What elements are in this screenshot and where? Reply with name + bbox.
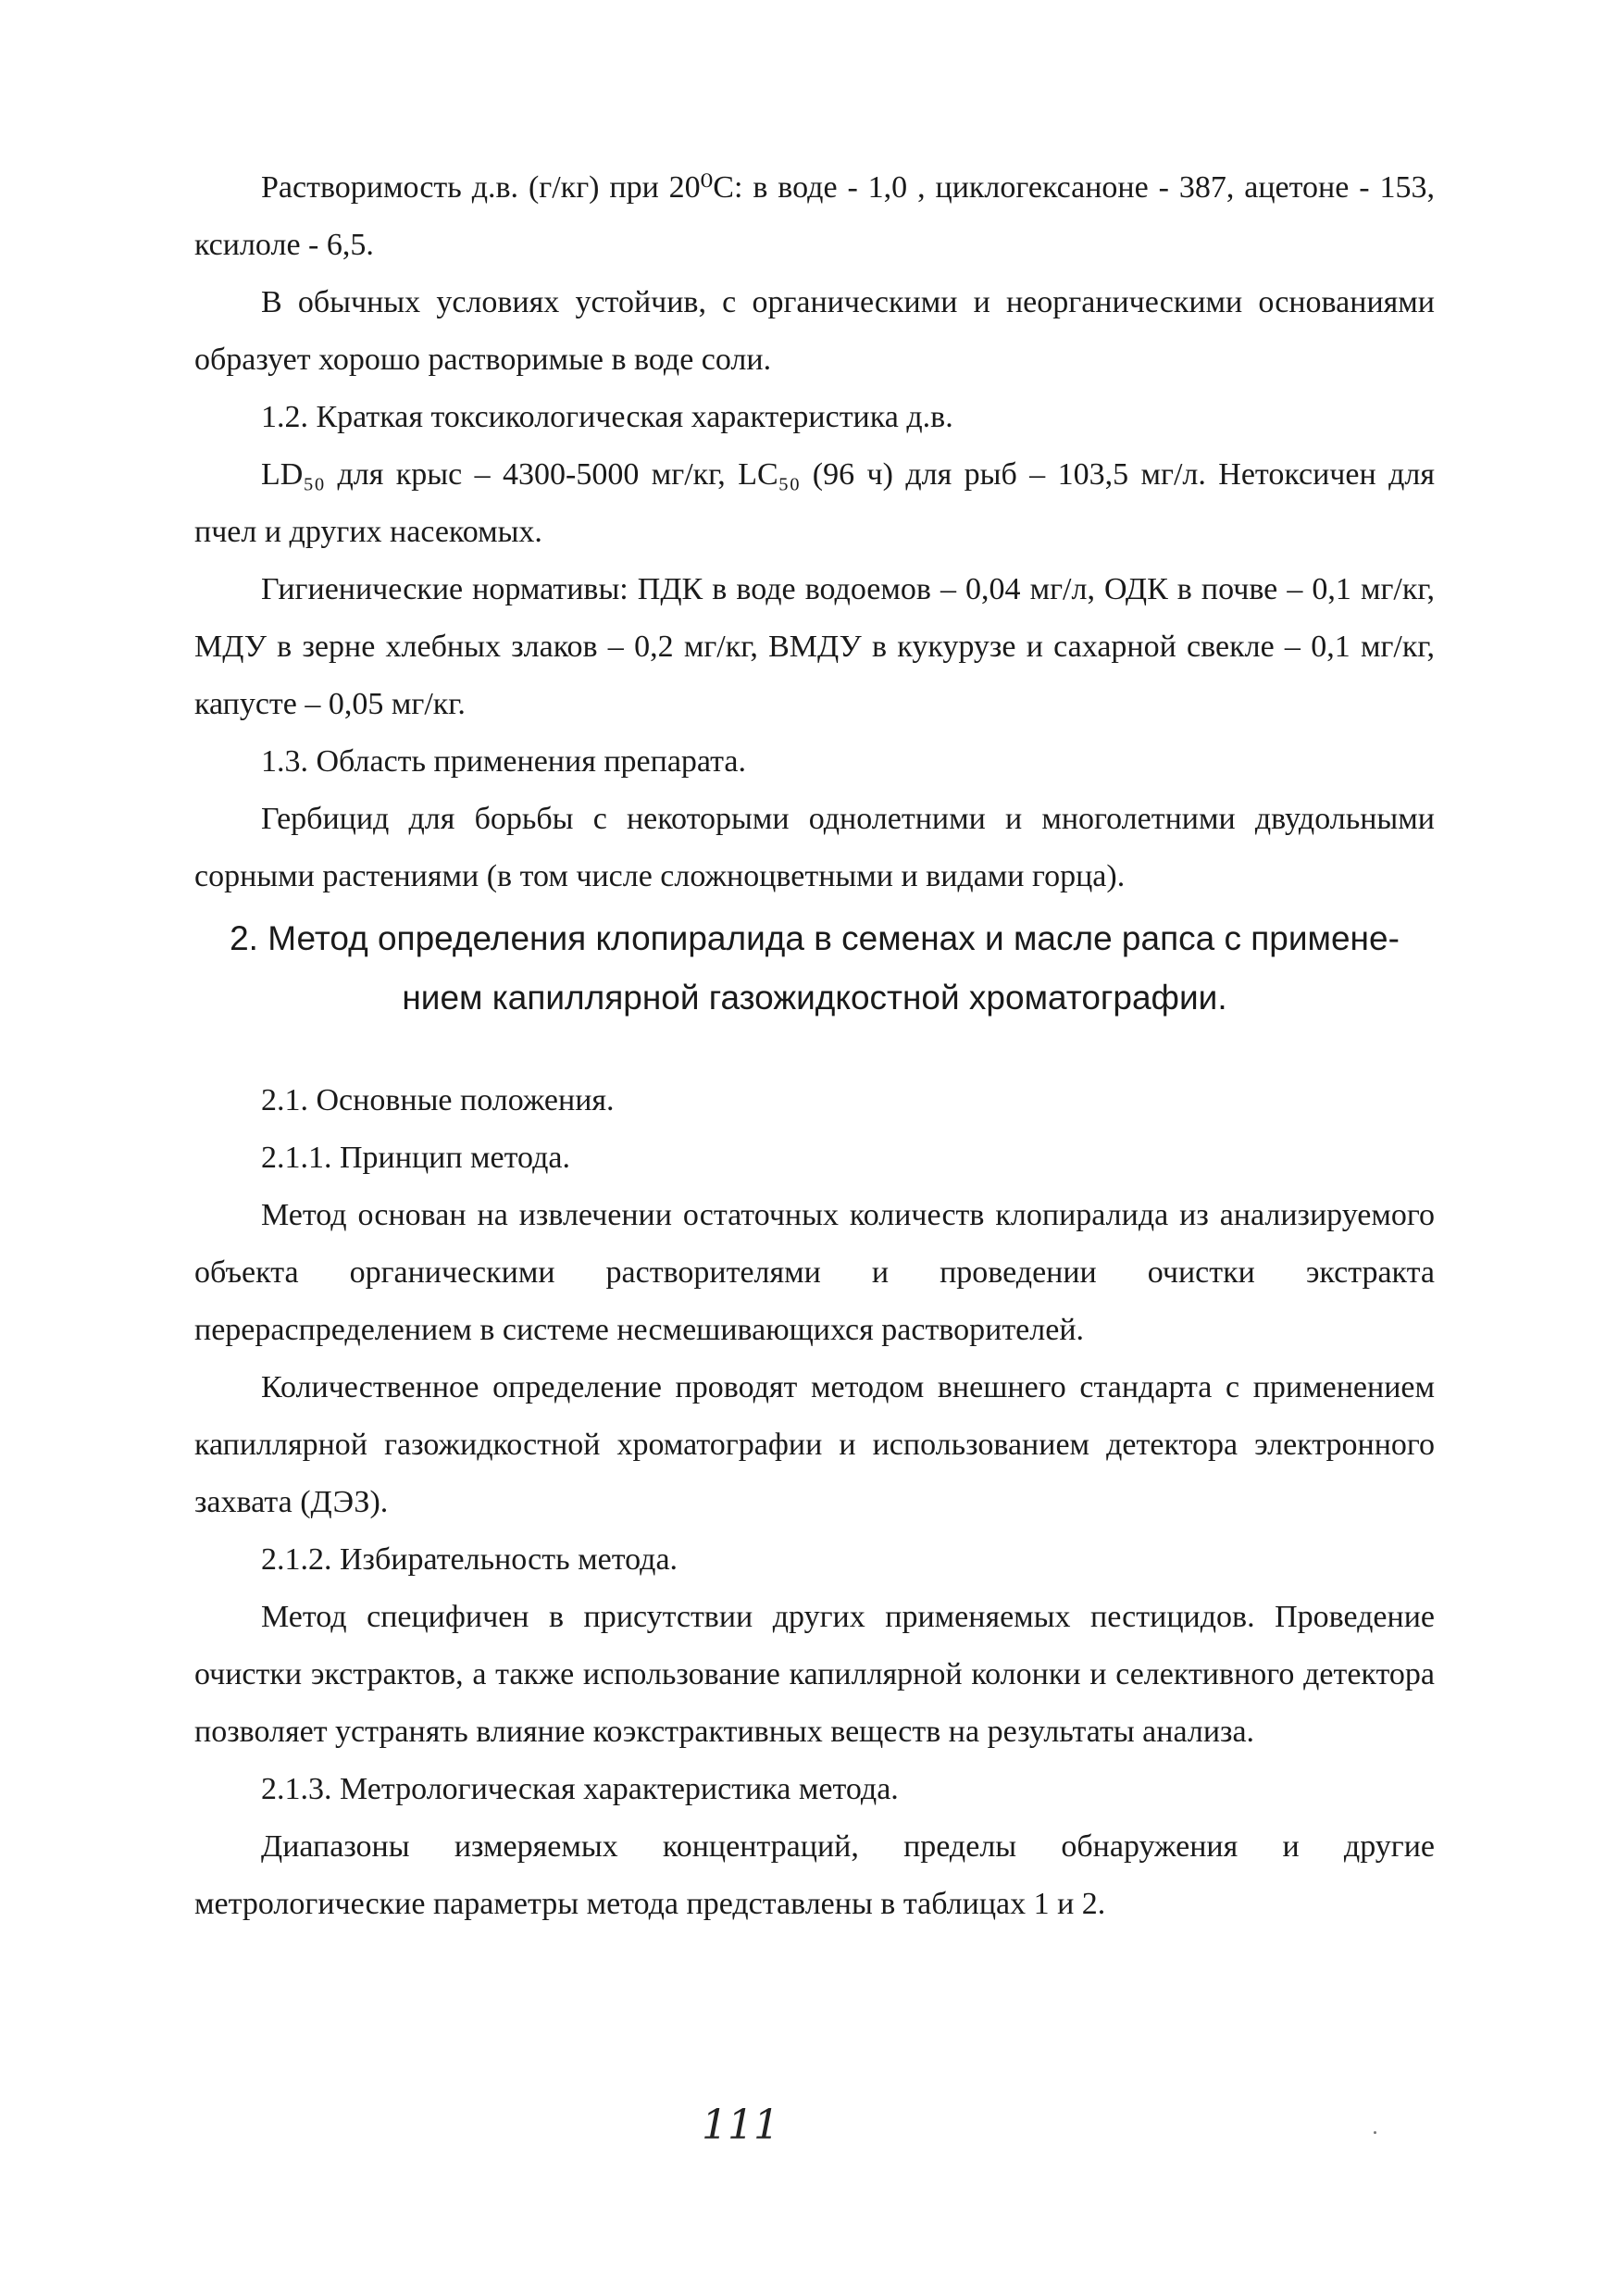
quantification-paragraph: Количественное определение проводят методом внешнего стандарта с применением капиллярной газожидкостной хроматографии и использованием детектора электронного захвата (ДЭЗ). [194, 1370, 1435, 1519]
stability-paragraph: В обычных условиях устойчив, с органическими и неорганическими основаниями образует хорошо растворимые в воде соли. [194, 285, 1435, 377]
metrology-paragraph: Диапазоны измеряемых концентраций, пределы обнаружения и другие метрологические параметры метода представлены в таблицах 1 и 2. [194, 1829, 1435, 1921]
section-2-title-line-2: нием капиллярной газожидкостной хроматографии. [402, 979, 1227, 1017]
metrology-heading: 2.1.3. Метрологическая характеристика метода. [261, 1772, 899, 1806]
page-number: 111 [702, 2102, 779, 2149]
solubility-paragraph: Растворимость д.в. (г/кг) при 20⁰С: в воде - 1,0 , циклогексаноне - 387, ацетоне - 153, ксилоле - 6,5. [194, 170, 1435, 262]
toxicology-paragraph: LD₅₀ для крыс – 4300-5000 мг/кг, LC₅₀ (96 ч) для рыб – 103,5 мг/л. Нетоксичен для пчел и других насекомых. [194, 457, 1435, 549]
hygiene-paragraph: Гигиенические нормативы: ПДК в воде водоемов – 0,04 мг/л, ОДК в почве – 0,1 мг/кг, МДУ в зерне хлебных злаков – 0,2 мг/кг, ВМДУ в кукурузе и сахарной свекле – 0,1 мг/кг, капусте – 0,05 мг/кг. [194, 572, 1435, 721]
selectivity-heading: 2.1.2. Избирательность метода. [261, 1542, 678, 1577]
basics-heading: 2.1. Основные положения. [261, 1083, 615, 1117]
scan-speck [1374, 2131, 1376, 2134]
toxicology-heading: 1.2. Краткая токсикологическая характеристика д.в. [261, 400, 953, 434]
scope-paragraph: Гербицид для борьбы с некоторыми однолетними и многолетними двудольными сорными растениями (в том числе сложноцветными и видами горца). [194, 802, 1435, 893]
principle-heading: 2.1.1. Принцип метода. [261, 1141, 570, 1175]
section-2-title [194, 909, 1435, 1028]
selectivity-paragraph: Метод специфичен в присутствии других применяемых пестицидов. Проведение очистки экстрактов, а также использование капиллярной колонки и селективного детектора позволяет устранять влияние коэкстрактивных веществ на результаты анализа. [194, 1600, 1435, 1749]
scope-heading: 1.3. Область применения препарата. [261, 744, 746, 779]
section-1-text [194, 159, 1435, 905]
section-2-text [194, 1072, 1435, 1933]
principle-paragraph: Метод основан на извлечении остаточных количеств клопиралида из анализируемого объекта органическими растворителями и проведении очистки экстракта перераспределением в системе несмешивающихся растворителей. [194, 1198, 1435, 1347]
section-2-title-line-1: 2. Метод определения клопиралида в семенах и масле рапса с примене- [230, 919, 1400, 957]
